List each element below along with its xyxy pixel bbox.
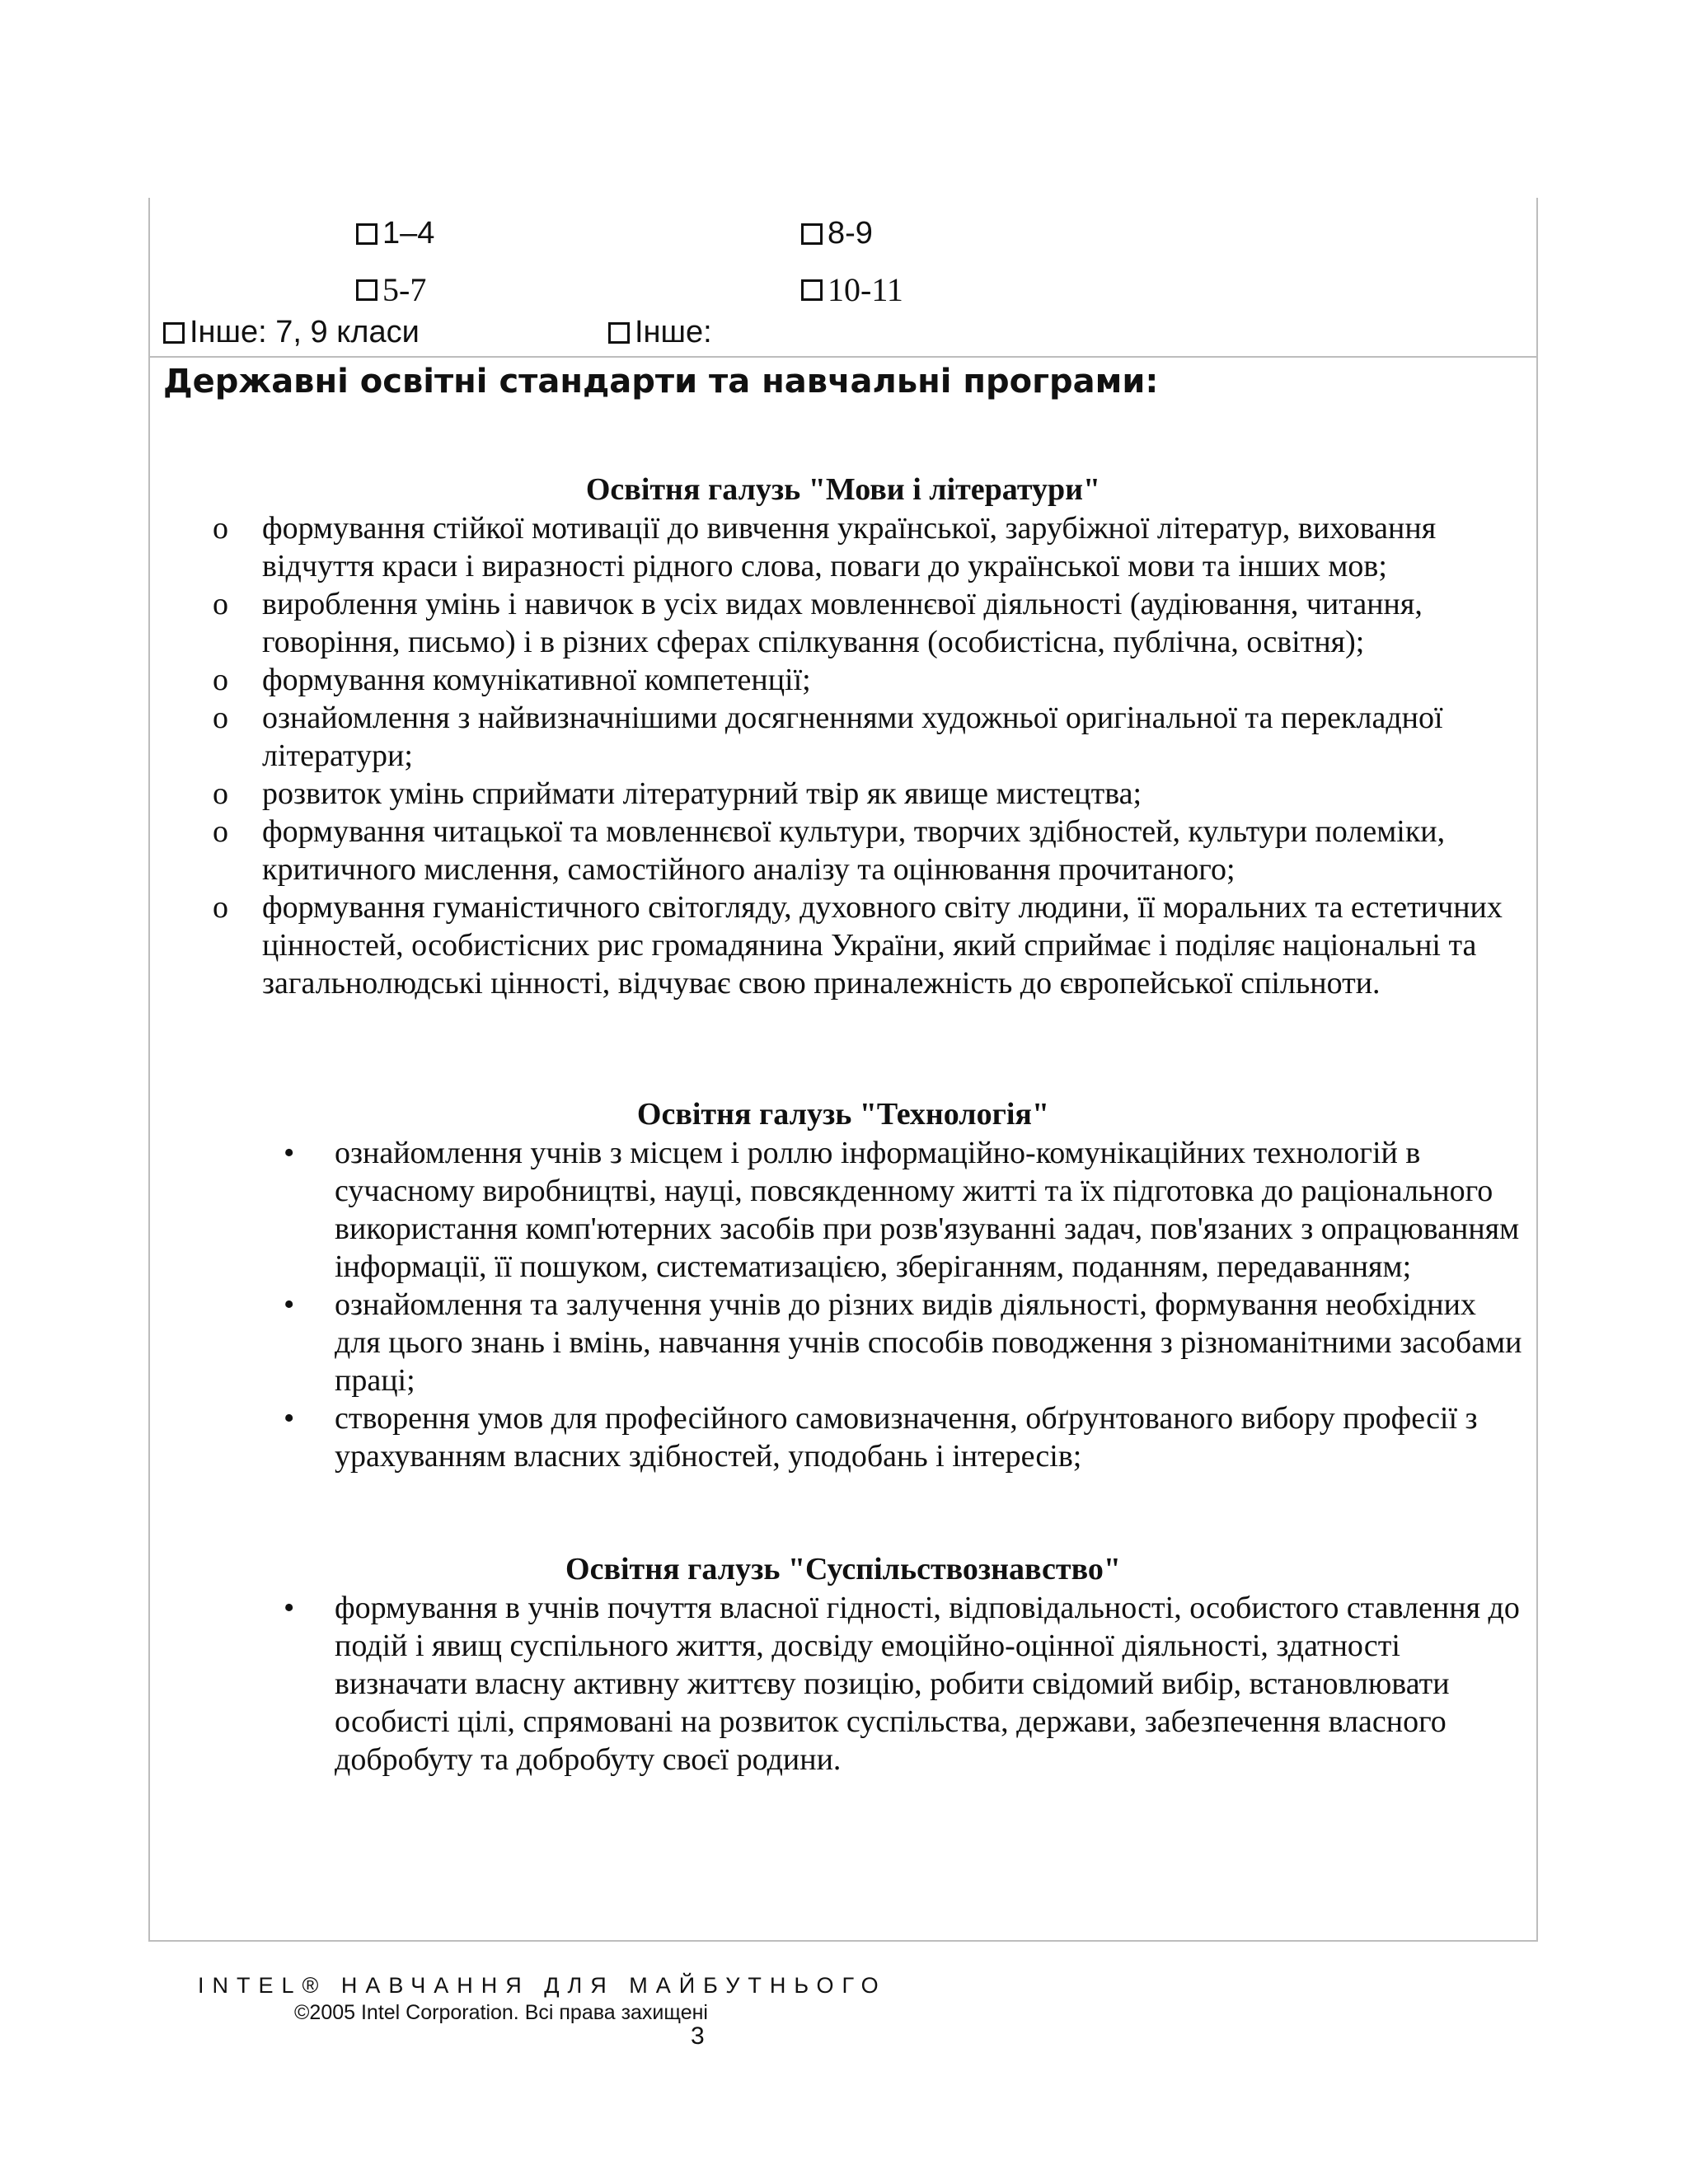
grade-other-2-checkbox[interactable] (608, 315, 712, 350)
grade-label: Інше: (635, 315, 712, 349)
section-title: Державні освітні стандарти та навчальні програми: (163, 363, 1159, 401)
bullet-icon: • (284, 1136, 295, 1170)
bullet-icon: • (284, 1287, 295, 1322)
circle-bullet-icon: o (213, 663, 228, 697)
bullet-icon: • (284, 1401, 295, 1436)
circle-bullet-icon: o (213, 890, 228, 925)
bullet-icon: • (284, 1591, 295, 1625)
grade-5-7-checkbox[interactable] (356, 270, 426, 309)
checkbox-icon (801, 223, 823, 245)
list-item: o формування стійкої мотивації до вивчення української, зарубіжної літератур, виховання відчуття краси і виразності рідного слова, поваги до української мови та інших мов; (213, 511, 1437, 583)
checkbox-icon (608, 322, 630, 344)
grade-label: 5-7 (382, 271, 427, 308)
checkbox-icon (356, 223, 377, 245)
grade-label: 10-11 (828, 271, 903, 308)
list-item: o розвиток умінь сприймати літературний твір як явище мистецтва; (213, 776, 1142, 811)
checkbox-icon (356, 279, 377, 301)
list-item: o вироблення умінь і навичок в усіх видах мовленнєвої діяльності (аудіювання, читання, говоріння, письмо) і в різних сферах спілкування (особистісна, публічна, освітня); (213, 587, 1423, 659)
grade-label: 1–4 (382, 216, 435, 251)
list-item: o формування комунікативної компетенції; (213, 663, 811, 697)
checkbox-icon (801, 279, 823, 301)
checkbox-icon (163, 322, 185, 344)
circle-bullet-icon: o (213, 814, 228, 849)
circle-bullet-icon: o (213, 511, 228, 546)
grade-other-1-checkbox[interactable] (163, 315, 420, 350)
circle-bullet-icon: o (213, 776, 228, 811)
list-item: • ознайомлення та залучення учнів до різних видів діяльності, формування необхідних для цього знань і вмінь, навчання учнів способів поводження з різноманітними засобами праці; (284, 1287, 1522, 1398)
list-item: • формування в учнів почуття власної гідності, відповідальності, особистого ставлення до подій і явищ суспільного життя, досвіду емоційно-оцінної діяльності, здатності визначати власну активну життєву позицію, робити свідомий вибір, встановлювати особисті цілі, спрямовані на розвиток суспільства, держави, забезпечення власного добробуту та добробуту своєї родини. (284, 1591, 1520, 1777)
languages-list (213, 509, 1523, 1002)
footer-brand: INTEL® НАВЧАННЯ ДЛЯ МАЙБУТНЬОГО (198, 1973, 887, 1998)
grade-1-4-checkbox[interactable] (356, 216, 434, 251)
list-item: • створення умов для професійного самовизначення, обґрунтованого вибору професії з урахуванням власних здібностей, уподобань і інтересів; (284, 1401, 1478, 1474)
footer-copyright: ©2005 Intel Corporation. Всі права захищені (294, 2001, 708, 2024)
circle-bullet-icon: o (213, 701, 228, 735)
area-title-technology: Освітня галузь "Технологія" (636, 1097, 1050, 1132)
circle-bullet-icon: o (213, 587, 228, 621)
list-item: o формування читацької та мовленнєвої культури, творчих здібностей, культури полеміки, критичного мислення, самостійного аналізу та оцінювання прочитаного; (213, 814, 1446, 887)
social-studies-list (284, 1589, 1530, 1779)
area-title-languages: Освітня галузь "Мови і літератури" (585, 472, 1101, 507)
section-divider (148, 356, 1538, 358)
page-number: 3 (691, 2022, 705, 2050)
grade-label: Інше: 7, 9 класи (190, 315, 420, 349)
grade-10-11-checkbox[interactable] (801, 270, 903, 309)
list-item: o формування гуманістичного світогляду, духовного світу людини, її моральних та естетичних цінностей, особистісних рис громадянина України, який сприймає і поділяє національні та загальнолюдські цінності, відчуває свою приналежність до європейської спільноти. (213, 890, 1503, 1001)
list-item: • ознайомлення учнів з місцем і роллю інформаційно-комунікаційних технологій в сучасному виробництві, науці, повсякденному житті та їх підготовка до раціонального використання комп'ютерних засобів при розв'язуванні задач, пов'язаних з опрацюванням інформації, її пошуком, систематизацією, зберіганням, поданням, передаванням; (284, 1136, 1520, 1284)
technology-list (284, 1134, 1530, 1475)
grade-8-9-checkbox[interactable] (801, 216, 873, 251)
grade-label: 8-9 (828, 216, 873, 251)
list-item: o ознайомлення з найвизначнішими досягненнями художньої оригінальної та перекладної літератури; (213, 701, 1443, 773)
area-title-social-studies: Освітня галузь "Суспільствознавство" (565, 1552, 1121, 1586)
